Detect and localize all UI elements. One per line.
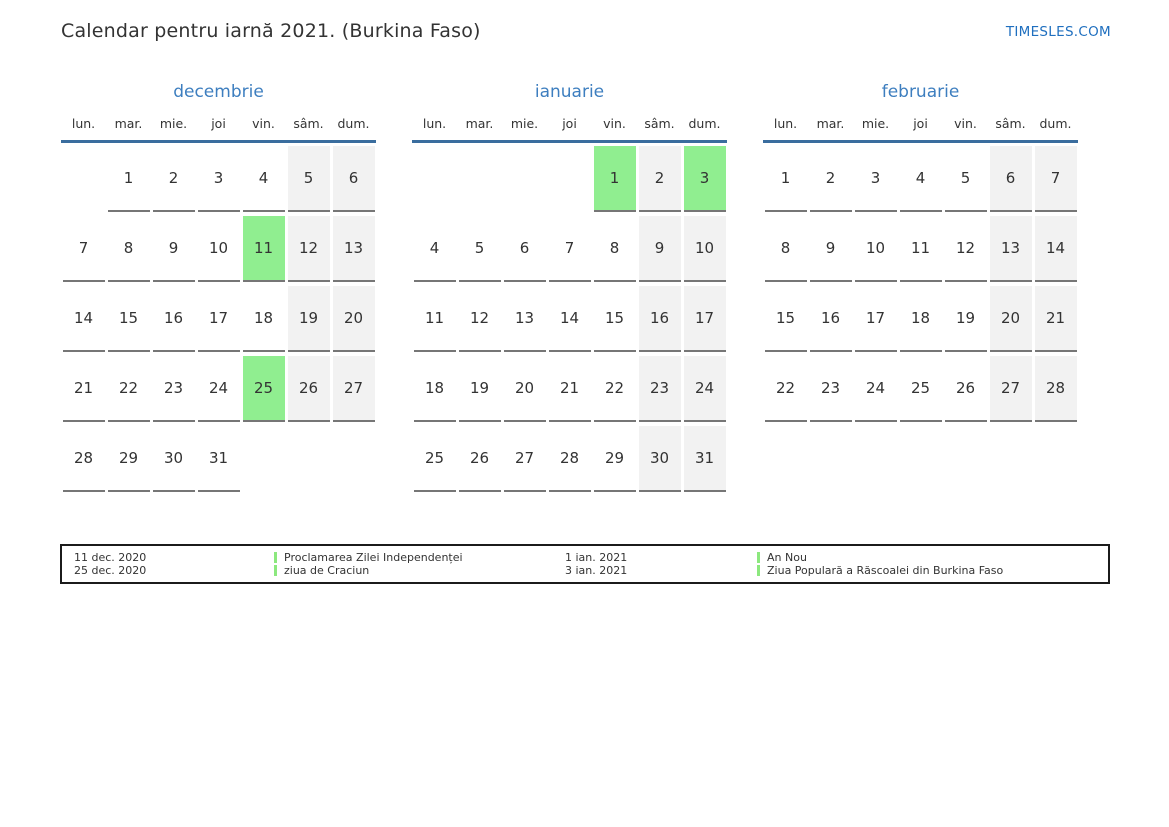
holiday-color-bar-icon — [757, 565, 760, 576]
month-calendar — [61, 82, 376, 496]
holiday-day-cell: 1 — [594, 146, 636, 212]
day-cell: 26 — [459, 426, 501, 492]
month-grid — [412, 143, 727, 492]
weekday-label: joi — [562, 116, 577, 131]
week-row — [412, 356, 727, 422]
legend-holiday-label: Ziua Populară a Răscoalei din Burkina Faso — [767, 564, 1004, 577]
day-cell: 4 — [243, 146, 285, 212]
day-cell: 3 — [198, 146, 240, 212]
day-cell: 4 — [900, 146, 942, 212]
day-cell: 9 — [153, 216, 195, 282]
legend-holiday-item — [274, 551, 565, 564]
empty-day-cell — [288, 426, 330, 492]
weekday-label: lun. — [773, 116, 798, 131]
holiday-legend — [60, 544, 1110, 584]
weekend-day-cell: 7 — [1035, 146, 1077, 212]
day-cell: 9 — [810, 216, 852, 282]
week-row — [412, 426, 727, 492]
day-cell: 15 — [594, 286, 636, 352]
day-cell: 22 — [108, 356, 150, 422]
weekday-label: sâm. — [644, 116, 675, 131]
empty-day-cell — [333, 426, 375, 492]
day-cell: 14 — [549, 286, 591, 352]
day-cell: 5 — [459, 216, 501, 282]
weekday-label: dum. — [1039, 116, 1072, 131]
day-cell: 31 — [198, 426, 240, 492]
holiday-color-bar-icon — [274, 565, 277, 576]
day-cell: 20 — [504, 356, 546, 422]
day-cell: 29 — [594, 426, 636, 492]
weekend-day-cell: 5 — [288, 146, 330, 212]
month-grid — [763, 143, 1078, 422]
day-cell: 30 — [153, 426, 195, 492]
day-cell: 8 — [765, 216, 807, 282]
legend-holiday-label: An Nou — [767, 551, 807, 564]
day-cell: 11 — [414, 286, 456, 352]
legend-date: 25 dec. 2020 — [74, 564, 147, 577]
day-cell: 12 — [945, 216, 987, 282]
weekday-label: dum. — [688, 116, 721, 131]
week-row — [61, 146, 376, 212]
legend-holiday-label: ziua de Craciun — [284, 564, 370, 577]
legend-holiday-item — [757, 551, 1108, 564]
month-title: februarie — [881, 82, 960, 102]
weekday-label: mar. — [816, 116, 845, 131]
week-row — [763, 356, 1078, 422]
holiday-color-bar-icon — [274, 552, 277, 563]
weekend-day-cell: 2 — [639, 146, 681, 212]
day-cell: 10 — [198, 216, 240, 282]
day-cell: 16 — [810, 286, 852, 352]
day-cell: 25 — [414, 426, 456, 492]
legend-holiday-item — [757, 564, 1108, 577]
day-cell: 22 — [594, 356, 636, 422]
day-cell: 15 — [108, 286, 150, 352]
day-cell: 24 — [855, 356, 897, 422]
weekend-day-cell: 20 — [990, 286, 1032, 352]
week-row — [412, 146, 727, 212]
day-cell: 10 — [855, 216, 897, 282]
day-cell: 2 — [810, 146, 852, 212]
weekend-day-cell: 13 — [333, 216, 375, 282]
day-cell: 12 — [459, 286, 501, 352]
day-cell: 29 — [108, 426, 150, 492]
weekend-day-cell: 27 — [990, 356, 1032, 422]
day-cell: 7 — [63, 216, 105, 282]
day-cell: 1 — [765, 146, 807, 212]
day-cell: 11 — [900, 216, 942, 282]
day-cell: 27 — [504, 426, 546, 492]
weekend-day-cell: 21 — [1035, 286, 1077, 352]
week-row — [412, 286, 727, 352]
day-cell: 23 — [810, 356, 852, 422]
weekend-day-cell: 26 — [288, 356, 330, 422]
month-calendar — [412, 82, 727, 496]
day-cell: 23 — [153, 356, 195, 422]
empty-day-cell — [63, 146, 105, 212]
day-cell: 19 — [459, 356, 501, 422]
legend-dates-column — [565, 551, 757, 577]
week-row — [763, 146, 1078, 212]
day-cell: 5 — [945, 146, 987, 212]
empty-day-cell — [549, 146, 591, 212]
month-title: ianuarie — [534, 82, 605, 102]
weekday-label: sâm. — [293, 116, 324, 131]
day-cell: 17 — [855, 286, 897, 352]
weekday-header-row — [763, 116, 1078, 143]
empty-day-cell — [243, 426, 285, 492]
week-row — [763, 286, 1078, 352]
month-title: decembrie — [173, 82, 264, 102]
empty-day-cell — [414, 146, 456, 212]
month-grid — [61, 143, 376, 492]
weekend-day-cell: 17 — [684, 286, 726, 352]
weekday-label: mar. — [114, 116, 143, 131]
week-row — [763, 216, 1078, 282]
week-row — [61, 356, 376, 422]
legend-date: 11 dec. 2020 — [74, 551, 147, 564]
weekend-day-cell: 19 — [288, 286, 330, 352]
day-cell: 18 — [900, 286, 942, 352]
weekday-label: vin. — [603, 116, 626, 131]
day-cell: 4 — [414, 216, 456, 282]
weekday-label: vin. — [252, 116, 275, 131]
legend-holidays-column — [274, 551, 565, 577]
weekend-day-cell: 24 — [684, 356, 726, 422]
week-row — [412, 216, 727, 282]
weekday-label: mar. — [465, 116, 494, 131]
legend-date: 1 ian. 2021 — [565, 551, 628, 564]
day-cell: 28 — [63, 426, 105, 492]
day-cell: 24 — [198, 356, 240, 422]
day-cell: 2 — [153, 146, 195, 212]
week-row — [61, 216, 376, 282]
day-cell: 25 — [900, 356, 942, 422]
weekend-day-cell: 31 — [684, 426, 726, 492]
week-row — [61, 426, 376, 492]
weekday-label: mie. — [861, 116, 890, 131]
weekday-label: mie. — [159, 116, 188, 131]
empty-day-cell — [504, 146, 546, 212]
day-cell: 3 — [855, 146, 897, 212]
day-cell: 7 — [549, 216, 591, 282]
day-cell: 28 — [549, 426, 591, 492]
page-header — [0, 0, 1169, 42]
legend-dates-column — [74, 551, 274, 577]
calendars — [61, 82, 1111, 496]
weekend-day-cell: 13 — [990, 216, 1032, 282]
day-cell: 22 — [765, 356, 807, 422]
day-cell: 19 — [945, 286, 987, 352]
legend-date: 3 ian. 2021 — [565, 564, 628, 577]
weekday-header-row — [61, 116, 376, 143]
weekday-header-row — [412, 116, 727, 143]
week-row — [61, 286, 376, 352]
day-cell: 1 — [108, 146, 150, 212]
month-calendar — [763, 82, 1078, 496]
weekend-day-cell: 14 — [1035, 216, 1077, 282]
weekend-day-cell: 6 — [990, 146, 1032, 212]
day-cell: 21 — [549, 356, 591, 422]
day-cell: 26 — [945, 356, 987, 422]
weekday-label: joi — [913, 116, 928, 131]
weekday-label: lun. — [71, 116, 96, 131]
day-cell: 18 — [243, 286, 285, 352]
holiday-day-cell: 25 — [243, 356, 285, 422]
day-cell: 17 — [198, 286, 240, 352]
legend-holidays-column — [757, 551, 1108, 577]
weekend-day-cell: 27 — [333, 356, 375, 422]
weekday-label: lun. — [422, 116, 447, 131]
weekend-day-cell: 9 — [639, 216, 681, 282]
legend-holiday-item — [274, 564, 565, 577]
day-cell: 15 — [765, 286, 807, 352]
day-cell: 21 — [63, 356, 105, 422]
weekend-day-cell: 30 — [639, 426, 681, 492]
day-cell: 6 — [504, 216, 546, 282]
weekend-day-cell: 20 — [333, 286, 375, 352]
day-cell: 18 — [414, 356, 456, 422]
weekday-label: joi — [211, 116, 226, 131]
weekend-day-cell: 12 — [288, 216, 330, 282]
day-cell: 14 — [63, 286, 105, 352]
timesles-link[interactable]: TIMESLES.COM — [1005, 24, 1111, 40]
legend-holiday-label: Proclamarea Zilei Independenței — [284, 551, 463, 564]
weekday-label: sâm. — [995, 116, 1026, 131]
holiday-day-cell: 3 — [684, 146, 726, 212]
day-cell: 8 — [108, 216, 150, 282]
day-cell: 8 — [594, 216, 636, 282]
weekend-day-cell: 23 — [639, 356, 681, 422]
weekend-day-cell: 6 — [333, 146, 375, 212]
holiday-color-bar-icon — [757, 552, 760, 563]
weekday-label: mie. — [510, 116, 539, 131]
weekend-day-cell: 10 — [684, 216, 726, 282]
day-cell: 16 — [153, 286, 195, 352]
weekday-label: dum. — [337, 116, 370, 131]
day-cell: 13 — [504, 286, 546, 352]
weekday-label: vin. — [954, 116, 977, 131]
holiday-day-cell: 11 — [243, 216, 285, 282]
page-title: Calendar pentru iarnă 2021. (Burkina Faso) — [61, 20, 481, 42]
empty-day-cell — [459, 146, 501, 212]
weekend-day-cell: 16 — [639, 286, 681, 352]
weekend-day-cell: 28 — [1035, 356, 1077, 422]
